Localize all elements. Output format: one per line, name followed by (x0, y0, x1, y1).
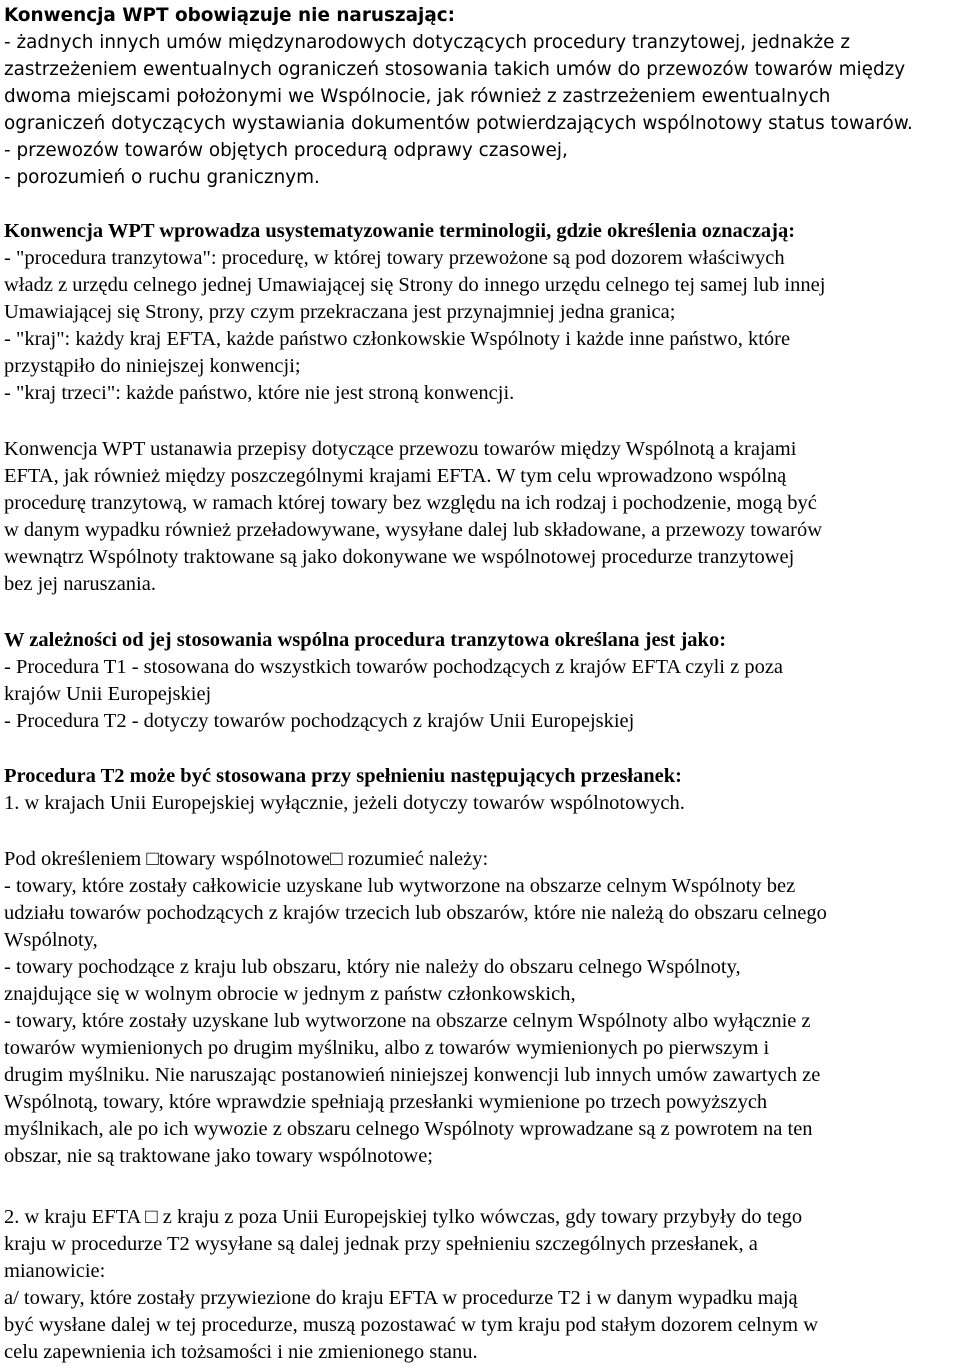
text-line: celu zapewnienia ich tożsamości i nie zmienionego stanu. (4, 1341, 478, 1363)
text-line: 2. w kraju EFTA □ z kraju z poza Unii Europejskiej tylko wówczas, gdy towary przybyły do tego (4, 1206, 803, 1228)
heading-procedura-t2: Procedura T2 może być stosowana przy spełnieniu następujących przesłanek: (4, 765, 683, 787)
text-line: myślnikach, ale po ich wywozie z obszaru celnego Wspólnoty wprowadzane są z powrotem na ten (4, 1118, 813, 1140)
text-line: - towary pochodzące z kraju lub obszaru, który nie należy do obszaru celnego Wspólnoty, (4, 956, 741, 978)
text-line: - "procedura tranzytowa": procedurę, w której towary przewożone są pod dozorem właściwych (4, 247, 785, 269)
text-line: - "kraj trzeci": każde państwo, które nie jest stroną konwencji. (4, 382, 515, 404)
text-line: być wysłane dalej w tej procedurze, muszą pozostawać w tym kraju pod stałym dozorem celnym w (4, 1314, 819, 1336)
text-line: mianowicie: (4, 1260, 106, 1282)
text-line: Wspólnoty, (4, 929, 98, 951)
text-line: Pod określeniem □towary wspólnotowe□ rozumieć należy: (4, 848, 489, 870)
text-line: - żadnych innych umów międzynarodowych dotyczących procedury tranzytowej, jednakże z (4, 32, 850, 53)
text-line: - Procedura T2 - dotyczy towarów pochodzących z krajów Unii Europejskiej (4, 710, 635, 732)
text-line: - Procedura T1 - stosowana do wszystkich towarów pochodzących z krajów EFTA czyli z poza (4, 656, 784, 678)
text-line: - "kraj": każdy kraj EFTA, każde państwo członkowskie Wspólnoty i każde inne państwo, które (4, 328, 791, 350)
text-line: Konwencja WPT ustanawia przepisy dotyczące przewozu towarów między Wspólnotą a krajami (4, 438, 797, 460)
text-line: EFTA, jak również między poszczególnymi krajami EFTA. W tym celu wprowadzono wspólną (4, 465, 787, 487)
text-line: Wspólnotą, towary, które wprawdzie spełniają przesłanki wymienione po trzech powyższych (4, 1091, 768, 1113)
text-line: ograniczeń dotyczących wystawiania dokumentów potwierdzających wspólnotowy status towarów. (4, 113, 913, 134)
text-line: udziału towarów pochodzących z krajów trzecich lub obszarów, które nie należą do obszaru celnego (4, 902, 827, 924)
text-line: 1. w krajach Unii Europejskiej wyłącznie, jeżeli dotyczy towarów wspólnotowych. (4, 792, 685, 814)
text-line: towarów wymienionych po drugim myślniku, albo z towarów wymienionych po pierwszym i (4, 1037, 770, 1059)
text-line: - przewozów towarów objętych procedurą odprawy czasowej, (4, 140, 568, 161)
text-line: przystąpiło do niniejszej konwencji; (4, 355, 301, 377)
text-line: - towary, które zostały całkowicie uzyskane lub wytworzone na obszarze celnym Wspólnoty bez (4, 875, 796, 897)
text-line: znajdujące się w wolnym obrocie w jednym z państw członkowskich, (4, 983, 576, 1005)
text-line: - towary, które zostały uzyskane lub wytworzone na obszarze celnym Wspólnoty albo wyłącznie z (4, 1010, 811, 1032)
heading-terminologia: Konwencja WPT wprowadza usystematyzowanie terminologii, gdzie określenia oznaczają: (4, 220, 796, 242)
text-line: bez jej naruszania. (4, 573, 156, 595)
text-line: - porozumień o ruchu granicznym. (4, 167, 320, 188)
text-line: procedurę tranzytową, w ramach której towary bez względu na ich rodzaj i pochodzenie, mogą być (4, 492, 817, 514)
text-line: Umawiającej się Strony, przy czym przekraczana jest przynajmniej jedna granica; (4, 301, 676, 323)
heading-procedura-wspolna: W zależności od jej stosowania wspólna procedura tranzytowa określana jest jako: (4, 629, 727, 651)
text-line: w danym wypadku również przeładowywane, wysyłane dalej lub składowane, a przewozy towarów (4, 519, 823, 541)
text-line: a/ towary, które zostały przywiezione do kraju EFTA w procedurze T2 i w danym wypadku mają (4, 1287, 798, 1309)
heading-wpt-obowiazuje: Konwencja WPT obowiązuje nie naruszając: (4, 5, 456, 26)
text-line: obszar, nie są traktowane jako towary wspólnotowe; (4, 1145, 433, 1167)
text-line: wewnątrz Wspólnoty traktowane są jako dokonywane we wspólnotowej procedurze tranzytowej (4, 546, 795, 568)
text-line: władz z urzędu celnego jednej Umawiającej się Strony do innego urzędu celnego tej samej lub innej (4, 274, 826, 296)
text-line: krajów Unii Europejskiej (4, 683, 212, 705)
text-line: zastrzeżeniem ewentualnych ograniczeń stosowania takich umów do przewozów towarów między (4, 59, 906, 80)
text-line: dwoma miejscami położonymi we Wspólnocie, jak również z zastrzeżeniem ewentualnych (4, 86, 831, 107)
text-line: kraju w procedurze T2 wysyłane są dalej jednak przy spełnieniu szczególnych przesłanek, a (4, 1233, 758, 1255)
text-line: drugim myślniku. Nie naruszając postanowień niniejszej konwencji lub innych umów zawartych ze (4, 1064, 821, 1086)
